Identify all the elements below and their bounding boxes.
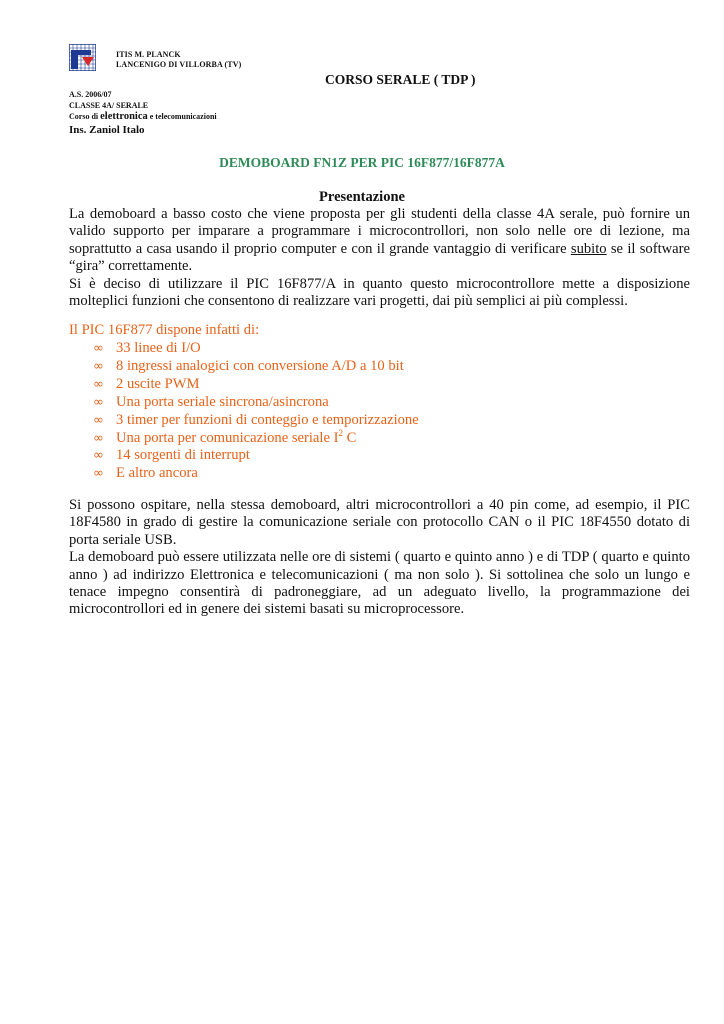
- infinity-bullet-icon: ∞: [93, 358, 104, 374]
- intro-part-2: se il software “gira” correttamente.: [69, 240, 690, 275]
- feature-text: 14 sorgenti di interrupt: [116, 447, 250, 464]
- list-item: [93, 376, 419, 394]
- infinity-bullet-icon: ∞: [93, 430, 104, 446]
- list-item: [93, 394, 419, 412]
- school-year: A.S. 2006/07: [69, 90, 112, 99]
- feature-text: Una porta per comunicazione seriale I: [116, 429, 339, 446]
- teacher-name: Ins. Zaniol Italo: [69, 124, 145, 136]
- intro-text: [69, 206, 690, 310]
- infinity-bullet-icon: ∞: [93, 448, 104, 464]
- list-item: [93, 447, 419, 465]
- list-item: [93, 465, 419, 483]
- course-subject: [69, 111, 217, 122]
- school-location: LANCENIGO DI VILLORBA (TV): [116, 60, 242, 69]
- intro-paragraph-1: [69, 206, 690, 276]
- school-header: [116, 50, 241, 70]
- closing-text: [69, 497, 690, 619]
- infinity-bullet-icon: ∞: [93, 412, 104, 428]
- school-name: ITIS M. PLANCK: [116, 50, 181, 59]
- feature-text: 2 uscite PWM: [116, 375, 200, 392]
- course-suffix: e telecomunicazioni: [147, 112, 217, 121]
- closing-paragraph-1: Si possono ospitare, nella stessa demoboard, altri microcontrollori a 40 pin come, ad esempio, il PIC 18F4580 in grado di gestire la comunicazione seriale con protocollo CAN o il PIC 18F4550 dotato di porta seriale USB.: [69, 497, 690, 548]
- closing-paragraph-2: La demoboard può essere utilizzata nelle ore di sistemi ( quarto e quinto anno ) e di TDP ( quarto e quinto anno ) ad indirizzo Elettronica e telecomunicazioni ( ma non solo ). Si sottolinea che solo un lungo e tenace impegno consentirà di padroneggiare, ad un adeguato livello, la programmazione dei microcontrollori ed in genere dei sistemi basati su microprocessore.: [69, 549, 690, 618]
- infinity-bullet-icon: ∞: [93, 341, 104, 356]
- course-prefix: Corso di: [69, 112, 101, 121]
- feature-list: [93, 340, 419, 483]
- i2c-suffix: C: [342, 429, 357, 446]
- feature-list-intro: Il PIC 16F877 dispone infatti di:: [69, 322, 260, 338]
- intro-part-1: La demoboard a basso costo che viene proposta per gli studenti della classe 4A serale, può fornire un valido supporto per imparare a programmare i microcontrollori, non solo nelle ore di lezione, ma soprattutto a casa usando il proprio computer e con il grande vantaggio di verificare: [69, 206, 690, 257]
- list-item: [93, 412, 419, 430]
- feature-text: Una porta seriale sincrona/asincrona: [116, 393, 329, 410]
- infinity-bullet-icon: ∞: [93, 376, 104, 392]
- feature-text: 3 timer per funzioni di conteggio e temporizzazione: [116, 411, 419, 428]
- infinity-bullet-icon: ∞: [93, 466, 104, 482]
- feature-text: 8 ingressi analogici con conversione A/D a 10 bit: [116, 357, 404, 374]
- document-title: DEMOBOARD FN1Z PER PIC 16F877/16F877A: [219, 155, 505, 170]
- intro-underlined-word: subito: [570, 240, 607, 257]
- i2c-superscript: 2: [338, 427, 343, 438]
- class-name: CLASSE 4A/ SERALE: [69, 101, 149, 110]
- section-title: Presentazione: [319, 189, 405, 205]
- school-logo-icon: [69, 44, 96, 71]
- list-item: [93, 340, 419, 358]
- feature-text: 33 linee di I/O: [116, 340, 201, 356]
- infinity-bullet-icon: ∞: [93, 394, 104, 410]
- intro-paragraph-2: Si è deciso di utilizzare il PIC 16F877/A in quanto questo microcontrollore mette a disposizione molteplici funzioni che consentono di realizzare vari progetti, dai più semplici ai più complessi.: [69, 275, 690, 310]
- course-main: elettronica: [100, 111, 148, 122]
- course-meta: [69, 89, 217, 138]
- list-item: [93, 358, 419, 376]
- list-item: [93, 427, 419, 448]
- feature-text: E altro ancora: [116, 465, 198, 482]
- course-title: CORSO SERALE ( TDP ): [325, 72, 476, 87]
